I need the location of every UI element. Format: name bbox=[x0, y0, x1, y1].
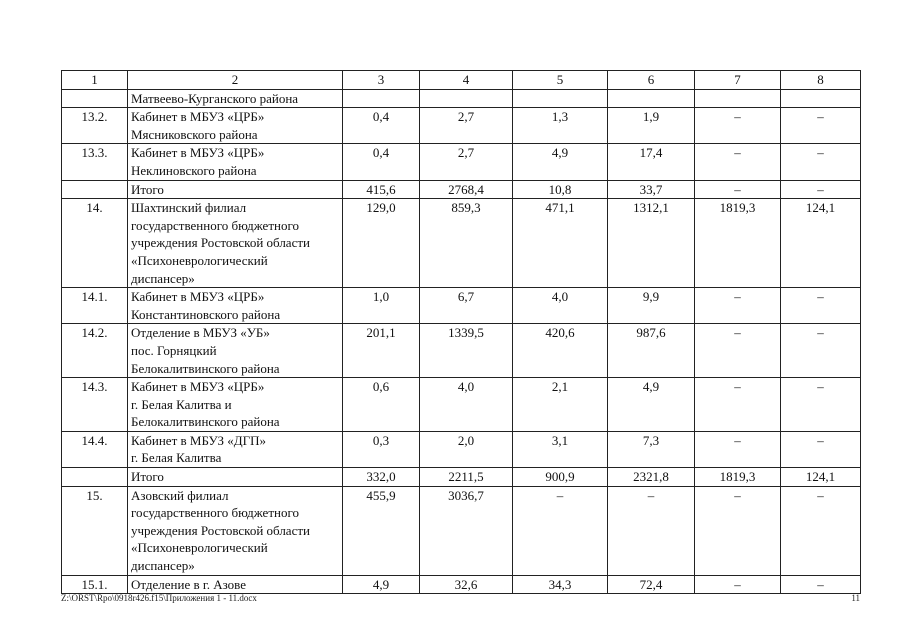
value-cell bbox=[420, 89, 513, 108]
value-cell: 1,3 bbox=[513, 108, 608, 144]
name-cell: Отделение в г. Азове bbox=[128, 575, 343, 594]
value-cell: – bbox=[781, 288, 861, 324]
value-cell: 2321,8 bbox=[608, 468, 695, 487]
row-number-cell: 15. bbox=[62, 486, 128, 575]
value-cell: 33,7 bbox=[608, 180, 695, 199]
table-row bbox=[62, 431, 861, 467]
row-number-cell: 14.2. bbox=[62, 324, 128, 378]
header-cell: 7 bbox=[695, 71, 781, 90]
table-row bbox=[62, 468, 861, 487]
row-number-cell: 15.1. bbox=[62, 575, 128, 594]
value-cell: 4,9 bbox=[513, 144, 608, 180]
name-cell: Азовский филиал государственного бюджетного учреждения Ростовской области «Психоневрологический диспансер» bbox=[128, 486, 343, 575]
value-cell: 0,4 bbox=[343, 144, 420, 180]
table-row bbox=[62, 89, 861, 108]
value-cell: 455,9 bbox=[343, 486, 420, 575]
header-cell: 4 bbox=[420, 71, 513, 90]
value-cell: 2,7 bbox=[420, 108, 513, 144]
value-cell bbox=[343, 89, 420, 108]
value-cell: – bbox=[695, 144, 781, 180]
value-cell: – bbox=[513, 486, 608, 575]
name-cell: Матвеево-Курганского района bbox=[128, 89, 343, 108]
value-cell: – bbox=[781, 575, 861, 594]
row-number-cell bbox=[62, 89, 128, 108]
table-row bbox=[62, 575, 861, 594]
value-cell: – bbox=[695, 575, 781, 594]
value-cell: 420,6 bbox=[513, 324, 608, 378]
table-header-row bbox=[62, 71, 861, 90]
value-cell: – bbox=[695, 288, 781, 324]
row-number-cell: 14.3. bbox=[62, 378, 128, 432]
header-cell: 6 bbox=[608, 71, 695, 90]
value-cell: 859,3 bbox=[420, 199, 513, 288]
value-cell: – bbox=[781, 378, 861, 432]
value-cell bbox=[608, 89, 695, 108]
value-cell: 3,1 bbox=[513, 431, 608, 467]
value-cell: 6,7 bbox=[420, 288, 513, 324]
value-cell: 1,9 bbox=[608, 108, 695, 144]
value-cell: 1819,3 bbox=[695, 199, 781, 288]
value-cell bbox=[781, 89, 861, 108]
row-number-cell: 13.3. bbox=[62, 144, 128, 180]
name-cell: Кабинет в МБУЗ «ДГП» г. Белая Калитва bbox=[128, 431, 343, 467]
value-cell: 4,0 bbox=[513, 288, 608, 324]
value-cell: 2,1 bbox=[513, 378, 608, 432]
value-cell: – bbox=[695, 108, 781, 144]
value-cell: – bbox=[781, 108, 861, 144]
header-cell: 2 bbox=[128, 71, 343, 90]
table-body bbox=[62, 71, 861, 594]
row-number-cell: 14.1. bbox=[62, 288, 128, 324]
row-number-cell bbox=[62, 468, 128, 487]
value-cell: 1312,1 bbox=[608, 199, 695, 288]
value-cell: – bbox=[781, 486, 861, 575]
value-cell: – bbox=[695, 378, 781, 432]
row-number-cell: 14.4. bbox=[62, 431, 128, 467]
row-number-cell: 13.2. bbox=[62, 108, 128, 144]
value-cell: 9,9 bbox=[608, 288, 695, 324]
value-cell: 72,4 bbox=[608, 575, 695, 594]
table-row bbox=[62, 144, 861, 180]
value-cell: 3036,7 bbox=[420, 486, 513, 575]
value-cell: – bbox=[608, 486, 695, 575]
value-cell: 4,9 bbox=[343, 575, 420, 594]
value-cell: 0,4 bbox=[343, 108, 420, 144]
value-cell: 4,0 bbox=[420, 378, 513, 432]
value-cell: 1,0 bbox=[343, 288, 420, 324]
value-cell: 124,1 bbox=[781, 468, 861, 487]
value-cell: 124,1 bbox=[781, 199, 861, 288]
table-row bbox=[62, 108, 861, 144]
value-cell: – bbox=[695, 486, 781, 575]
name-cell: Итого bbox=[128, 468, 343, 487]
table-row bbox=[62, 378, 861, 432]
value-cell: 900,9 bbox=[513, 468, 608, 487]
table-row bbox=[62, 486, 861, 575]
header-cell: 1 bbox=[62, 71, 128, 90]
value-cell bbox=[513, 89, 608, 108]
value-cell: 332,0 bbox=[343, 468, 420, 487]
value-cell: 4,9 bbox=[608, 378, 695, 432]
value-cell: – bbox=[781, 431, 861, 467]
value-cell: 2768,4 bbox=[420, 180, 513, 199]
name-cell: Кабинет в МБУЗ «ЦРБ» Константиновского района bbox=[128, 288, 343, 324]
footer-file-path: Z:\ORST\Rpo\0918r426.f15\Приложения 1 - 11.docx bbox=[61, 593, 257, 603]
value-cell: 0,3 bbox=[343, 431, 420, 467]
value-cell: 17,4 bbox=[608, 144, 695, 180]
value-cell: 1819,3 bbox=[695, 468, 781, 487]
value-cell: 2211,5 bbox=[420, 468, 513, 487]
value-cell: 1339,5 bbox=[420, 324, 513, 378]
value-cell: 987,6 bbox=[608, 324, 695, 378]
header-cell: 3 bbox=[343, 71, 420, 90]
value-cell: 2,7 bbox=[420, 144, 513, 180]
row-number-cell bbox=[62, 180, 128, 199]
name-cell: Кабинет в МБУЗ «ЦРБ» Неклиновского района bbox=[128, 144, 343, 180]
name-cell: Шахтинский филиал государственного бюджетного учреждения Ростовской области «Психоневрологический диспансер» bbox=[128, 199, 343, 288]
header-cell: 5 bbox=[513, 71, 608, 90]
value-cell: – bbox=[781, 180, 861, 199]
value-cell: 7,3 bbox=[608, 431, 695, 467]
name-cell: Итого bbox=[128, 180, 343, 199]
name-cell: Кабинет в МБУЗ «ЦРБ» Мясниковского района bbox=[128, 108, 343, 144]
table-row bbox=[62, 324, 861, 378]
footer-page-number: 11 bbox=[851, 593, 860, 603]
name-cell: Отделение в МБУЗ «УБ» пос. Горняцкий Белокалитвинского района bbox=[128, 324, 343, 378]
value-cell bbox=[695, 89, 781, 108]
header-cell: 8 bbox=[781, 71, 861, 90]
row-number-cell: 14. bbox=[62, 199, 128, 288]
table-row bbox=[62, 180, 861, 199]
value-cell: 2,0 bbox=[420, 431, 513, 467]
value-cell: 34,3 bbox=[513, 575, 608, 594]
value-cell: 415,6 bbox=[343, 180, 420, 199]
table-row bbox=[62, 288, 861, 324]
value-cell: – bbox=[695, 324, 781, 378]
value-cell: 0,6 bbox=[343, 378, 420, 432]
value-cell: 10,8 bbox=[513, 180, 608, 199]
value-cell: – bbox=[695, 180, 781, 199]
name-cell: Кабинет в МБУЗ «ЦРБ» г. Белая Калитва и Белокалитвинского района bbox=[128, 378, 343, 432]
value-cell: – bbox=[781, 144, 861, 180]
table-row bbox=[62, 199, 861, 288]
value-cell: 471,1 bbox=[513, 199, 608, 288]
value-cell: 129,0 bbox=[343, 199, 420, 288]
data-table bbox=[61, 70, 861, 594]
value-cell: 32,6 bbox=[420, 575, 513, 594]
value-cell: – bbox=[695, 431, 781, 467]
value-cell: – bbox=[781, 324, 861, 378]
value-cell: 201,1 bbox=[343, 324, 420, 378]
